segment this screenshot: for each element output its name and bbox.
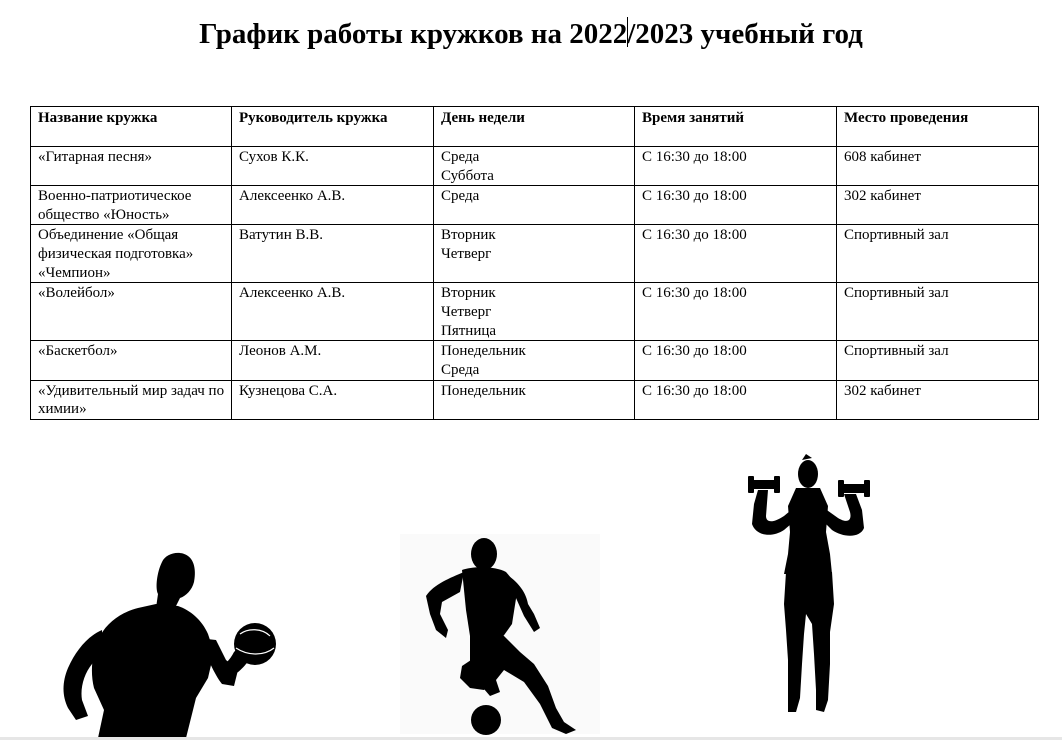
title-part-2: /2023 учебный год [627, 18, 863, 50]
cell-place: Спортивный зал [837, 225, 1039, 283]
day-item: Суббота [441, 167, 494, 184]
day-item: Вторник [441, 285, 496, 302]
day-item: Среда [441, 361, 480, 378]
cell-time: С 16:30 до 18:00 [635, 283, 837, 341]
cell-time: С 16:30 до 18:00 [635, 225, 837, 283]
club-schedule-table [30, 106, 1039, 420]
cell-place: Спортивный зал [837, 341, 1039, 380]
cell-leader: Кузнецова С.А. [232, 380, 434, 419]
day-item: Пятница [441, 322, 497, 339]
table-row [31, 283, 1039, 341]
cell-leader: Ватутин В.В. [232, 225, 434, 283]
table-row [31, 186, 1039, 225]
fitness-woman-silhouette-icon [744, 454, 874, 716]
table-row [31, 380, 1039, 419]
cell-leader: Леонов А.М. [232, 341, 434, 380]
cell-days [434, 283, 635, 341]
cell-leader: Алексеенко А.В. [232, 283, 434, 341]
cell-club-name: «Баскетбол» [31, 341, 232, 380]
day-item: Вторник [441, 227, 496, 244]
table-row [31, 147, 1039, 186]
table-row [31, 341, 1039, 380]
cell-days [434, 380, 635, 419]
cell-place: 302 кабинет [837, 380, 1039, 419]
day-item: Четверг [441, 245, 492, 262]
cell-leader: Сухов К.К. [232, 147, 434, 186]
cell-time: С 16:30 до 18:00 [635, 380, 837, 419]
cell-club-name: «Удивительный мир задач по химии» [31, 380, 232, 419]
day-item: Четверг [441, 303, 492, 320]
document-title [0, 14, 1062, 54]
header-time: Время занятий [635, 107, 837, 147]
cell-time: С 16:30 до 18:00 [635, 147, 837, 186]
day-item: Среда [441, 149, 480, 165]
day-item: Понедельник [441, 343, 526, 360]
day-item: Среда [441, 188, 480, 205]
table-header-row [31, 107, 1039, 147]
cell-days [434, 147, 635, 186]
football-player-silhouette-icon [400, 534, 600, 736]
cell-place: 608 кабинет [837, 147, 1039, 186]
cell-place: Спортивный зал [837, 283, 1039, 341]
cell-days [434, 186, 635, 225]
cell-days [434, 225, 635, 283]
header-club-name: Название кружка [31, 107, 232, 147]
cell-club-name: «Волейбол» [31, 283, 232, 341]
cell-days [434, 341, 635, 380]
day-item: Понедельник [441, 382, 526, 399]
header-place: Место проведения [837, 107, 1039, 147]
bodybuilder-silhouette-icon [58, 548, 283, 738]
cell-club-name: «Гитарная песня» [31, 147, 232, 186]
cell-time: С 16:30 до 18:00 [635, 186, 837, 225]
cell-club-name: Объединение «Общая физическая подготовка» «Чемпион» [31, 225, 232, 283]
title-part-1: График работы кружков на 2022 [199, 18, 628, 50]
header-leader: Руководитель кружка [232, 107, 434, 147]
cell-time: С 16:30 до 18:00 [635, 341, 837, 380]
header-day: День недели [434, 107, 635, 147]
table-row [31, 225, 1039, 283]
cell-place: 302 кабинет [837, 186, 1039, 225]
cell-club-name: Военно-патриотическое общество «Юность» [31, 186, 232, 225]
cell-leader: Алексеенко А.В. [232, 186, 434, 225]
